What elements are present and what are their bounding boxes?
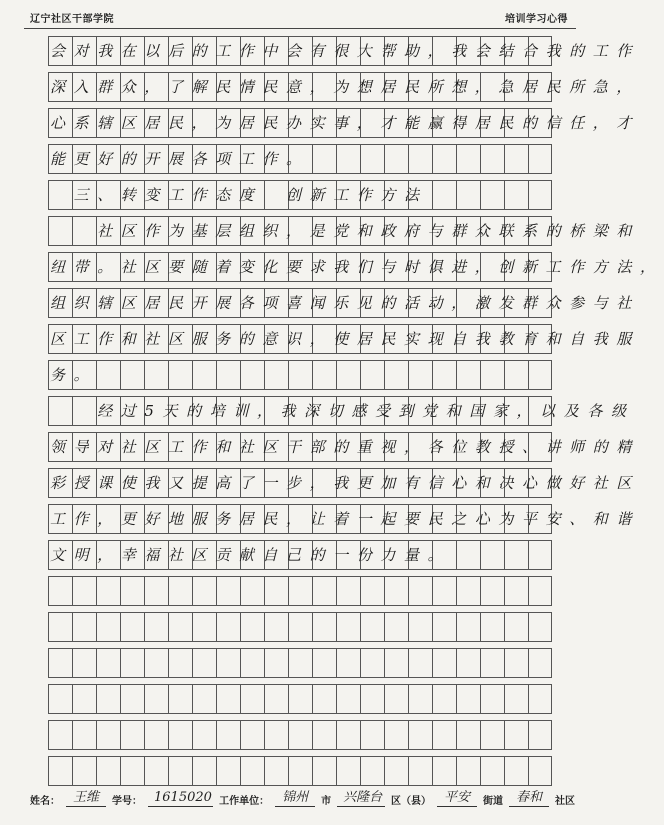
id-label: 学号： <box>112 796 142 807</box>
handwritten-line: 区工作和社区服务的意识，使居民实现自我教育和自我服 <box>50 330 641 348</box>
name-label: 姓名： <box>30 796 60 807</box>
grid-row <box>48 504 641 534</box>
header-divider <box>24 28 576 29</box>
handwritten-line: 彩授课使我又提高了一步，我更加有信心和决心做好社区 <box>50 474 641 492</box>
city-suffix: 市 <box>321 796 332 807</box>
handwritten-line: 社区作为基层组织，是党和政府与群众联系的桥梁和 <box>50 222 641 240</box>
grid-row <box>48 180 552 210</box>
district-value: 兴隆台 <box>337 786 385 807</box>
handwritten-line: 会对我在以后的工作中会有很大帮助，我会结合我的工作 <box>50 42 641 60</box>
grid-row <box>48 288 641 318</box>
community-suffix: 社区 <box>555 796 575 807</box>
grid-row <box>48 144 552 174</box>
grid-row <box>48 72 641 102</box>
footer-info <box>30 786 575 807</box>
city-value: 锦州 <box>275 786 315 807</box>
grid-row <box>48 396 635 426</box>
handwritten-line: 能更好的开展各项工作。 <box>50 150 310 168</box>
grid-row <box>48 648 552 678</box>
grid-row <box>48 720 552 750</box>
handwritten-line: 组织辖区居民开展各项喜闻乐见的活动，激发群众参与社 <box>50 294 641 312</box>
handwritten-line: 经过5天的培训，我深切感受到党和国家，以及各级 <box>50 402 635 420</box>
handwritten-line: 纽带。社区要随着变化要求我们与时俱进，创新工作方法， <box>50 258 664 276</box>
grid-row <box>48 324 641 354</box>
grid-row <box>48 468 641 498</box>
handwritten-line: 文明，幸福社区贡献自己的一份力量。 <box>50 546 452 564</box>
street-value: 平安 <box>437 786 477 807</box>
grid-row <box>48 216 641 246</box>
document-type: 培训学习心得 <box>505 14 568 25</box>
grid-row <box>48 576 552 606</box>
grid-row <box>48 108 641 138</box>
handwritten-line: 领导对社区工作和社区干部的重视，各位教授、讲师的精 <box>50 438 641 456</box>
unit-label: 工作单位： <box>219 796 270 807</box>
name-value: 王维 <box>66 786 106 807</box>
handwritten-line: 工作，更好地服务居民，让着一起要民之心为平安、和谐 <box>50 510 641 528</box>
street-suffix: 街道 <box>483 796 503 807</box>
grid-row <box>48 432 641 462</box>
handwritten-line: 务。 <box>50 366 98 384</box>
school-name: 辽宁社区干部学院 <box>30 14 114 25</box>
id-value: 1615020 <box>148 790 213 807</box>
grid-row <box>48 684 552 714</box>
handwritten-line: 三、转变工作态度 创新工作方法 <box>50 186 428 204</box>
grid-row <box>48 360 552 390</box>
handwritten-line: 深入群众，了解民情民意，为想居民所想，急居民所急， <box>50 78 641 96</box>
handwritten-line: 心系辖区居民，为居民办实事，才能赢得居民的信任，才 <box>50 114 641 132</box>
grid-row <box>48 612 552 642</box>
grid-row <box>48 36 641 66</box>
grid-row <box>48 540 552 570</box>
grid-row <box>48 252 664 282</box>
district-suffix: 区（县） <box>391 796 431 807</box>
writing-grid <box>48 36 664 792</box>
grid-row <box>48 756 552 786</box>
community-value: 春和 <box>509 786 549 807</box>
